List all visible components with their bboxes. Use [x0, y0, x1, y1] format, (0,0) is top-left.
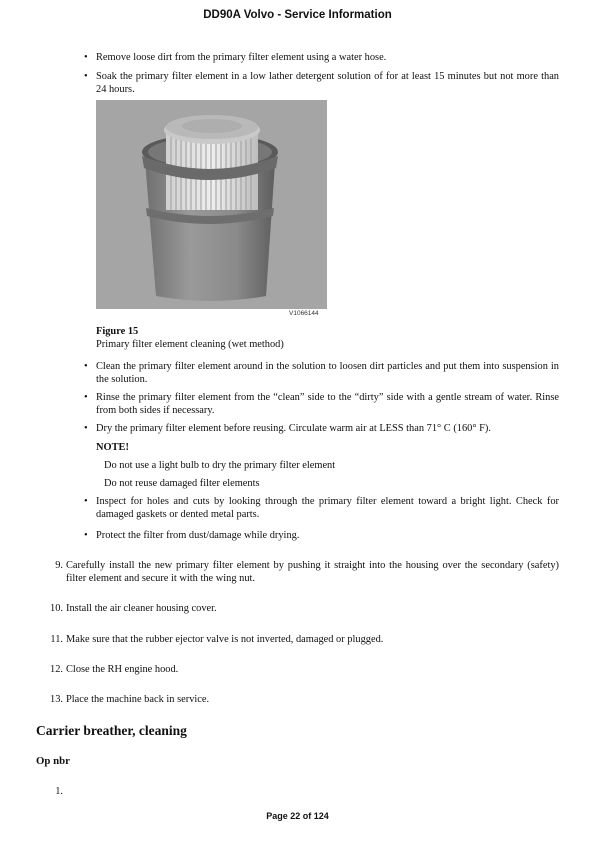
- step-number: 1.: [55, 786, 63, 797]
- bullet-marker: •: [84, 392, 88, 403]
- bullet-marker: •: [84, 361, 88, 372]
- bullet-inspect-element: Inspect for holes and cuts by looking through the primary filter element toward a bright light. Check for damaged gaskets or dented metal parts.: [96, 496, 559, 520]
- figure-code: V1066144: [289, 310, 319, 317]
- bullet-marker: •: [84, 423, 88, 434]
- bullet-dry-element: Dry the primary filter element before reusing. Circulate warm air at LESS than 71° C (160° F).: [96, 423, 491, 434]
- figure-caption: Primary filter element cleaning (wet method): [96, 339, 284, 350]
- bullet-soak-element: Soak the primary filter element in a low lather detergent solution of for at least 15 minutes but not more than 24 hours.: [96, 71, 559, 95]
- bullet-remove-dirt: Remove loose dirt from the primary filter element using a water hose.: [96, 52, 387, 63]
- step-number: 11.: [50, 634, 63, 645]
- bullet-marker: •: [84, 496, 88, 507]
- step-text: Install the air cleaner housing cover.: [66, 603, 217, 614]
- bullet-marker: •: [84, 52, 88, 63]
- step-number: 13.: [50, 694, 63, 705]
- bullet-marker: •: [84, 530, 88, 541]
- section-title: Carrier breather, cleaning: [36, 723, 187, 738]
- step-number: 9.: [55, 560, 63, 571]
- bullet-protect-filter: Protect the filter from dust/damage while drying.: [96, 530, 300, 541]
- step-text: Place the machine back in service.: [66, 694, 210, 705]
- bullet-clean-element: Clean the primary filter element around in the solution to loosen dirt particles and put them into suspension in the solution.: [96, 361, 559, 385]
- page-header: DD90A Volvo - Service Information: [203, 9, 392, 21]
- step-text: Carefully install the new primary filter element by pushing it straight into the housing over the secondary (safety) filter element and secure it with the wing nut.: [66, 560, 559, 584]
- step-number: 12.: [50, 664, 63, 675]
- note-line: Do not use a light bulb to dry the primary filter element: [104, 460, 336, 471]
- step-number: 10.: [50, 603, 63, 614]
- step-text: Close the RH engine hood.: [66, 664, 179, 675]
- page-footer: Page 22 of 124: [266, 811, 329, 821]
- figure-title: Figure 15: [96, 326, 139, 337]
- op-nbr-heading: Op nbr: [36, 755, 70, 767]
- note-line: Do not reuse damaged filter elements: [104, 478, 260, 489]
- step-text: Make sure that the rubber ejector valve is not inverted, damaged or plugged.: [66, 634, 384, 645]
- figure-photo-filter-in-bucket: [96, 100, 327, 309]
- note-label: NOTE!: [96, 442, 129, 453]
- bullet-rinse-element: Rinse the primary filter element from the “clean” side to the “dirty” side with a gentle stream of water. Rinse from both sides if necessary.: [96, 392, 559, 416]
- bullet-marker: •: [84, 71, 88, 82]
